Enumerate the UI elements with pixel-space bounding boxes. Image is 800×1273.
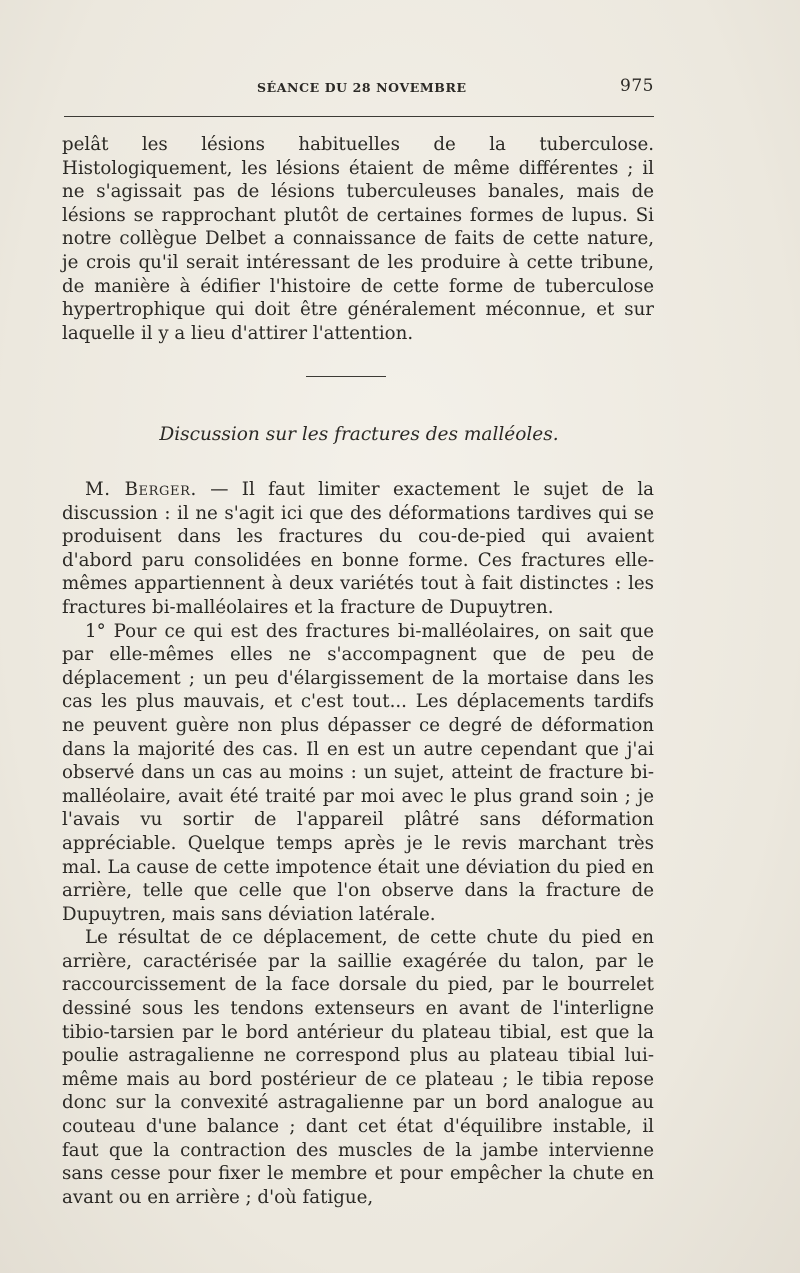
paragraph-text: — Il faut limiter exactement le sujet de la discussion : il ne s'agit ici que des déformations tardives qui se produisent dans les fractures du cou-de-pied qui avaient d'abord paru consolidées en bonne forme. Ces fractures elle-mêmes appartiennent à deux variétés tout à fait distinctes : les fractures bi-malléolaires et la fracture de Dupuytren. xyxy=(62,479,655,618)
paragraph-berger-intro xyxy=(62,478,654,620)
section-title: Discussion sur les fractures des malléoles. xyxy=(159,424,559,445)
paragraph-result: Le résultat de ce déplacement, de cette chute du pied en arrière, caractérisée par la saillie exagérée du talon, par le raccourcissement de la face dorsale du pied, par le bourrelet dessiné sous les tendons extenseurs en avant de l'interligne tibio-tarsien par le bord antérieur du plateau tibial, est que la poulie astragalienne ne correspond plus au plateau tibial lui-même mais au bord postérieur de ce plateau ; le tibia repose donc sur la convexité astragalienne par un bord analogue au couteau d'une balance ; dant cet état d'équilibre instable, il faut que la contraction des muscles de la jambe intervienne sans cesse pour fixer le membre et pour empêcher la chute en avant ou en arrière ; d'où fatigue, xyxy=(62,927,654,1208)
section-separator xyxy=(306,376,386,377)
speaker-name: M. Berger. xyxy=(85,479,197,500)
page-header xyxy=(64,76,654,100)
page-number: 975 xyxy=(620,76,654,96)
continuation-paragraph: pelât les lésions habituelles de la tuberculose. Histologiquement, les lésions étaient de même différentes ; il ne s'agissait pas de lésions tuberculeuses banales, mais de lésions se rapprochant plutôt de certaines formes de lupus. Si notre collègue Delbet a connaissance de faits de cette nature, je crois qu'il serait intéressant de les produire à cette tribune, de manière à édifier l'histoire de cette forme de tuberculose hypertrophique qui doit être généralement méconnue, et sur laquelle il y a lieu d'attirer l'attention. xyxy=(62,134,654,344)
header-rule xyxy=(64,116,654,117)
discussion-body xyxy=(62,478,654,1209)
paragraph-bimalleolar: 1° Pour ce qui est des fractures bi-malléolaires, on sait que par elle-mêmes elles ne s'accompagnent que de peu de déplacement ; un peu d'élargissement de la mortaise dans les cas les plus mauvais, et c'est tout... Les déplacements tardifs ne peuvent guère non plus dépasser ce degré de déformation dans la majorité des cas. Il en est un autre cependant que j'ai observé dans un cas au moins : un sujet, atteint de fracture bi-malléolaire, avait été traité par moi avec le plus grand soin ; je l'avais vu sortir de l'appareil plâtré sans déformation appréciable. Quelque temps après je le revis marchant très mal. La cause de cette impotence était une déviation du pied en arrière, telle que celle que l'on observe dans la fracture de Dupuytren, mais sans déviation latérale. xyxy=(62,620,654,925)
running-head: SÉANCE DU 28 NOVEMBRE xyxy=(257,80,467,95)
